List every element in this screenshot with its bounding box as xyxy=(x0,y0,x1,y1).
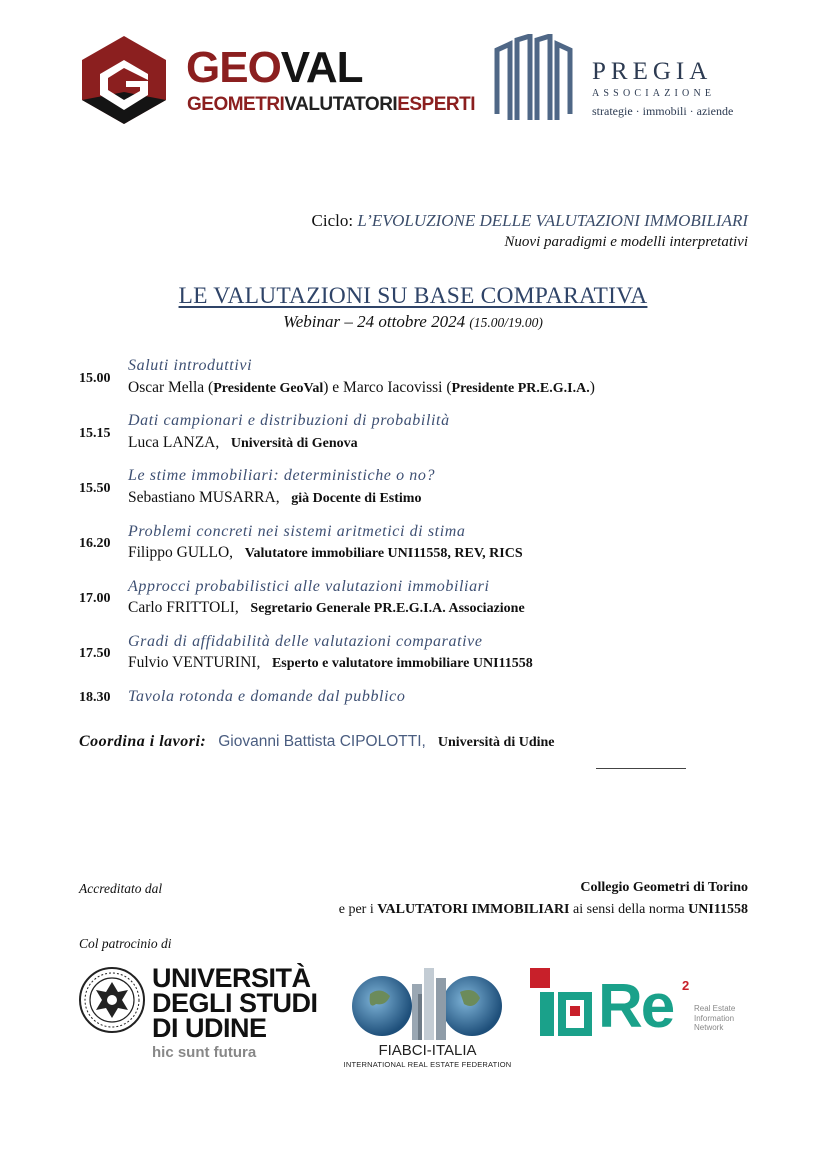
agenda-item-speaker: Filippo GULLO, Valutatore immobiliare UNI11558, REV, RICS xyxy=(128,544,523,561)
ire-line-1: Real Estate xyxy=(694,1004,736,1013)
accreditation-note: e per i VALUTATORI IMMOBILIARI ai sensi della norma UNI11558 xyxy=(338,902,748,917)
agenda-item-time: 17.00 xyxy=(79,591,111,606)
accreditation-org: Collegio Geometri di Torino xyxy=(580,880,748,895)
cycle-subtitle: Nuovi paradigmi e modelli interpretativi xyxy=(504,234,748,250)
event-title: LE VALUTAZIONI SU BASE COMPARATIVA xyxy=(178,283,648,309)
agenda-item-speaker: Oscar Mella (Presidente GeoVal) e Marco Iacovissi (Presidente PR.E.G.I.A.) xyxy=(128,379,595,396)
agenda-item-time: 15.50 xyxy=(79,481,111,496)
agenda-item-title: Saluti introduttivi xyxy=(128,357,253,374)
agenda-item-title: Approcci probabilistici alle valutazioni immobiliari xyxy=(128,578,490,595)
udine-seal-icon xyxy=(78,966,146,1034)
cycle-heading xyxy=(312,211,748,231)
ire-line-2: Information xyxy=(694,1013,735,1023)
cycle-title: L’EVOLUZIONE DELLE VALUTAZIONI IMMOBILIARI xyxy=(357,211,748,230)
agenda-item-time: 15.00 xyxy=(79,371,111,386)
webinar-date: Webinar – 24 ottobre 2024 (15.00/19.00) xyxy=(283,312,543,331)
agenda-item-title: Gradi di affidabilità delle valutazioni comparative xyxy=(128,633,483,650)
globe-towers-icon xyxy=(352,964,502,1040)
ire-line-3: Network xyxy=(694,1023,724,1032)
agenda-item-title: Problemi concreti nei sistemi aritmetici di stima xyxy=(128,523,466,540)
udine-line-1: UNIVERSITÀ xyxy=(152,963,311,993)
pregia-wordmark: PREGIA xyxy=(592,58,713,85)
fiabci-sub: INTERNATIONAL REAL ESTATE FEDERATION xyxy=(343,1060,512,1069)
udine-motto: hic sunt futura xyxy=(152,1044,257,1061)
accreditation-label: Accreditato dal xyxy=(79,881,163,896)
webinar-hours: (15.00/19.00) xyxy=(469,315,543,330)
agenda-item-speaker: Sebastiano MUSARRA, già Docente di Estimo xyxy=(128,489,422,506)
fiabci-logo xyxy=(340,964,515,1070)
ire-mark-icon xyxy=(530,968,594,1036)
geoval-tagline: GEOMETRIVALUTATORIESPERTI xyxy=(187,94,476,115)
coordinator-name: Giovanni Battista CIPOLOTTI, xyxy=(218,733,426,750)
udine-line-3: DI UDINE xyxy=(152,1013,267,1043)
agenda-item-time: 17.50 xyxy=(79,646,111,661)
agenda-item-speaker: Fulvio VENTURINI, Esperto e valutatore immobiliare UNI11558 xyxy=(128,654,533,671)
ire-logo xyxy=(528,964,750,1042)
patronage-label: Col patrocinio di xyxy=(79,936,172,951)
agenda-item-time: 18.30 xyxy=(79,690,111,705)
ire-word: Re xyxy=(598,972,674,1041)
fiabci-name: FIABCI-ITALIA xyxy=(378,1042,477,1059)
udine-line-2: DEGLI STUDI xyxy=(152,988,318,1018)
geoval-wordmark: GEOVAL xyxy=(186,43,363,92)
pregia-tagline: strategie · immobili · aziende xyxy=(592,104,734,118)
coordinator-line xyxy=(79,733,555,751)
coordinator-label: Coordina i lavori: xyxy=(79,733,207,750)
cycle-prefix: Ciclo: xyxy=(311,211,358,230)
pregia-subtitle: ASSOCIAZIONE xyxy=(592,88,716,99)
agenda-item-time: 16.20 xyxy=(79,536,111,551)
agenda-item-title: Dati campionari e distribuzioni di probabilità xyxy=(128,412,450,429)
coordinator-affiliation: Università di Udine xyxy=(437,735,555,750)
universita-udine-logo xyxy=(78,962,328,1066)
agenda-item-speaker: Luca LANZA, Università di Genova xyxy=(128,434,358,451)
ire-superscript: 2 xyxy=(682,978,690,993)
agenda-item-speaker: Carlo FRITTOLI, Segretario Generale PR.E.G.I.A. Associazione xyxy=(128,599,525,616)
agenda-item-title: Tavola rotonda e domande dal pubblico xyxy=(128,688,406,705)
agenda-item-title: Le stime immobiliari: deterministiche o no? xyxy=(128,467,436,484)
agenda-item-time: 15.15 xyxy=(79,426,111,441)
divider xyxy=(596,768,686,769)
